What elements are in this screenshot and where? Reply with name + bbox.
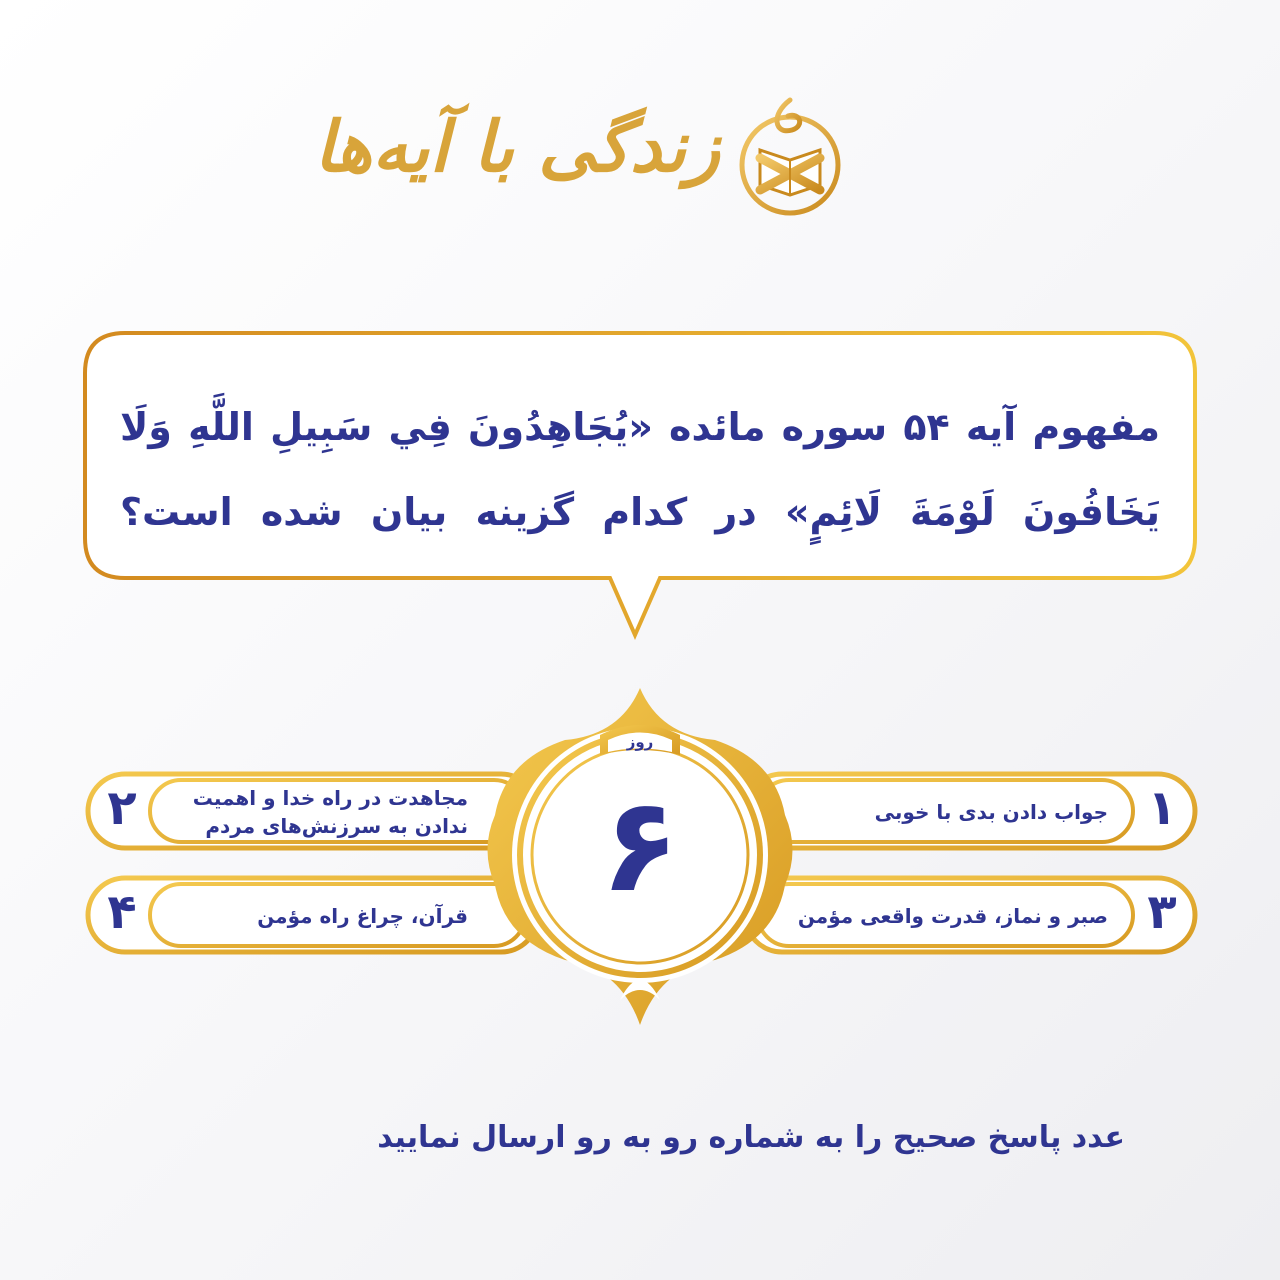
option-2-line2[interactable]: ندادن به سرزنش‌های مردم xyxy=(205,814,468,838)
option-2-number: ۲ xyxy=(107,780,137,836)
option-3-text[interactable]: صبر و نماز، قدرت واقعی مؤمن xyxy=(797,904,1108,928)
day-label: روز xyxy=(626,733,654,751)
option-4-text[interactable]: قرآن، چراغ راه مؤمن xyxy=(257,904,468,928)
option-4-number: ۴ xyxy=(107,884,137,940)
option-2-line1[interactable]: مجاهدت در راه خدا و اهمیت xyxy=(192,786,468,810)
option-1-number: ۱ xyxy=(1147,780,1177,836)
question-text: مفهوم آیه ۵۴ سوره مائده «يُجَاهِدُونَ فِي سَبِيلِ اللَّهِ وَلَا يَخَافُونَ لَوْمَةَ لَائِمٍ» در کدام گزینه بیان شده است؟ xyxy=(120,405,1160,534)
day-number: ۶ xyxy=(600,769,680,921)
footer-instruction: عدد پاسخ صحیح را به شماره رو به رو ارسال نمایید xyxy=(377,1120,1125,1155)
option-1-text[interactable]: جواب دادن بدی با خوبی xyxy=(874,800,1108,824)
option-3-number: ۳ xyxy=(1147,884,1177,940)
logo-text: زندگی با آیه‌ها xyxy=(314,105,720,188)
